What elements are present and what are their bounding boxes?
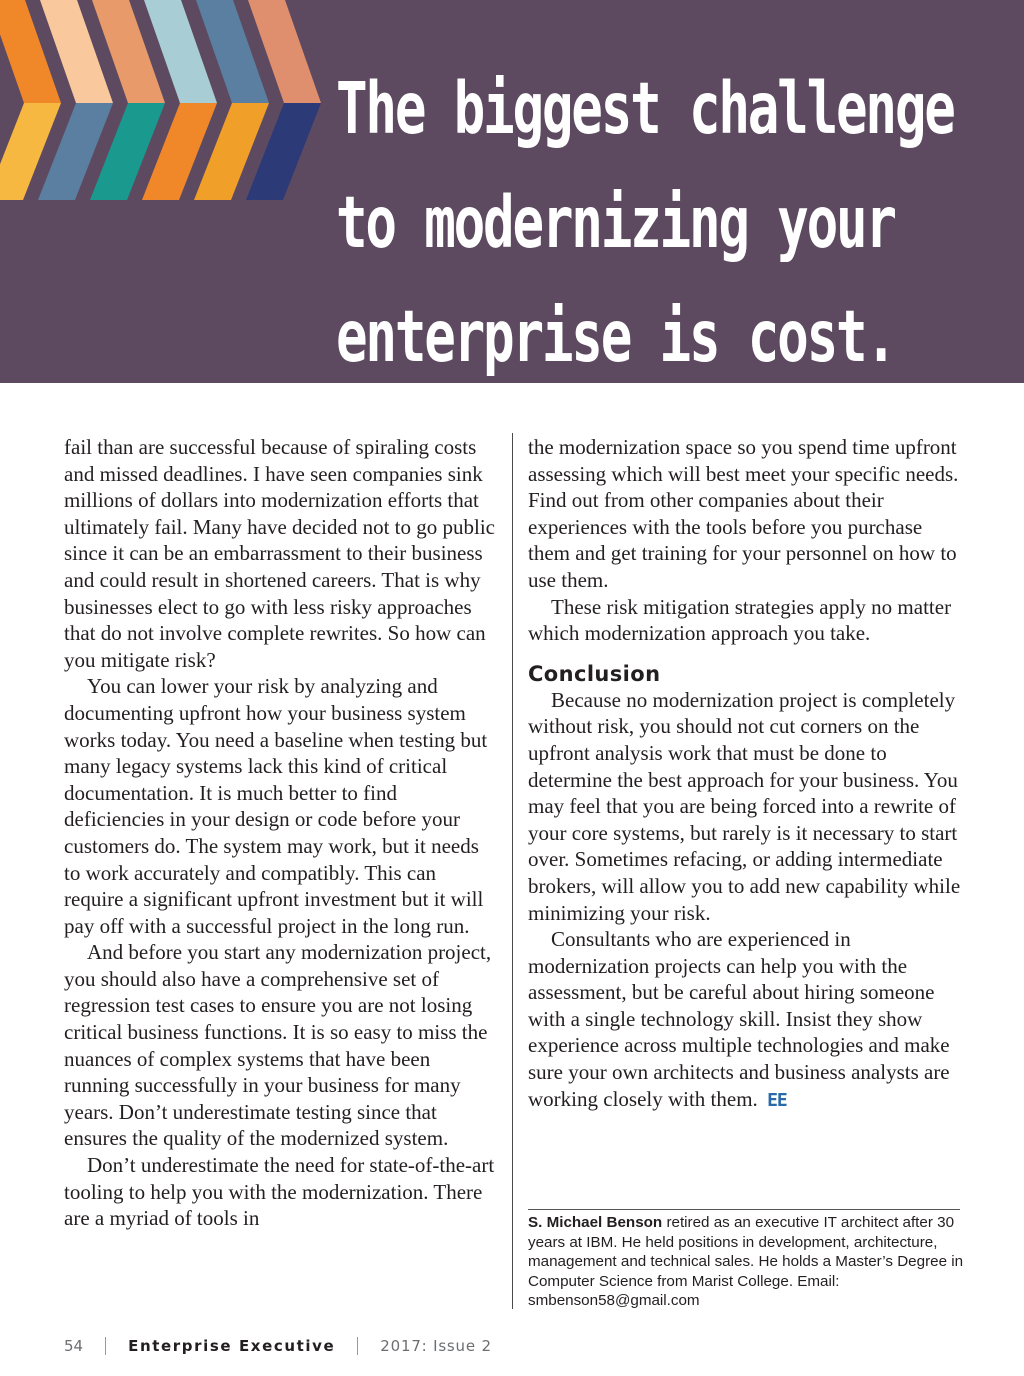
page-footer: [64, 1334, 492, 1358]
author-name: S. Michael Benson: [528, 1214, 663, 1231]
author-bio-text: retired as an executive IT architect after 30 years at IBM. He held positions in development, architecture, management and technical sales. He holds a Master’s Degree in Computer Science from Marist College. Email: smbenson58@gmail.com: [528, 1214, 964, 1310]
final-paragraph-text: Consultants who are experienced in modernization projects can help you with the assessment, but be careful about hiring someone with a single technology skill. Insist they show experience across multiple technologies and make sure your own architects and business analysts are working closely with them.: [528, 927, 950, 1111]
chevron-decoration: [0, 0, 330, 383]
left-column: [64, 434, 496, 1232]
issue-label: 2017: Issue 2: [380, 1337, 492, 1355]
headline-line: enterprise is cost.: [336, 295, 895, 378]
body-paragraph: These risk mitigation strategies apply no matter which modernization approach you take.: [528, 594, 952, 646]
headline: [336, 52, 1016, 383]
body-paragraph: the modernization space so you spend time upfront assessing which will best meet your specific needs. Find out from other companies about their experiences with the tools before you purchase them and get training for your personnel on how to use them.: [528, 435, 959, 592]
body-paragraph: You can lower your risk by analyzing and documenting upfront how your business system works today. You need a baseline when testing but many legacy systems lack this kind of critical documentation. It is much better to find deficiencies in your design or code before your customers do. The system may work, but it needs to work accurately and compatibly. This can require a significant upfront investment but it will pay off with a successful project in the long run.: [64, 674, 488, 938]
conclusion-heading: Conclusion: [528, 661, 661, 686]
headline-line: to modernizing your: [336, 181, 895, 264]
footer-separator: [105, 1337, 106, 1355]
column-divider: [512, 433, 513, 1309]
body-paragraph: Don’t underestimate the need for state-of-the-art tooling to help you with the modernization. There are a myriad of tools in: [64, 1153, 495, 1231]
bio-divider: [528, 1209, 960, 1210]
footer-separator: [357, 1337, 358, 1355]
author-bio: [528, 1213, 964, 1311]
end-mark: EE: [767, 1089, 787, 1111]
page-number: 54: [64, 1337, 84, 1355]
body-paragraph: And before you start any modernization project, you should also have a comprehensive set of regression test cases to ensure you are not losing critical business functions. It is so easy to miss the nuances of complex systems that have been running successfully in your business for many years. Don’t underestimate testing since that ensures the quality of the modernized system.: [64, 940, 492, 1151]
header-banner: [0, 0, 1024, 383]
body-paragraph: Because no modernization project is completely without risk, you should not cut corners on the upfront analysis work that must be done to determine the best approach for your business. You may feel that you are being forced into a rewrite of your core systems, but rarely is it necessary to start over. Sometimes refacing, or adding intermediate brokers, will allow you to add new capability while minimizing your risk.: [528, 687, 961, 925]
magazine-name: Enterprise Executive: [128, 1337, 336, 1355]
body-paragraph: fail than are successful because of spiraling costs and missed deadlines. I have seen companies sink millions of dollars into modernization efforts that ultimately fail. Many have decided not to go public since it can be an embarrassment to their business and could result in shortened careers. That is why businesses elect to go with less risky approaches that do not involve complete rewrites. So how can you mitigate risk?: [64, 435, 495, 672]
right-column: [528, 434, 968, 1114]
body-paragraph: [528, 926, 968, 1114]
headline-line: The biggest challenge: [336, 67, 954, 150]
